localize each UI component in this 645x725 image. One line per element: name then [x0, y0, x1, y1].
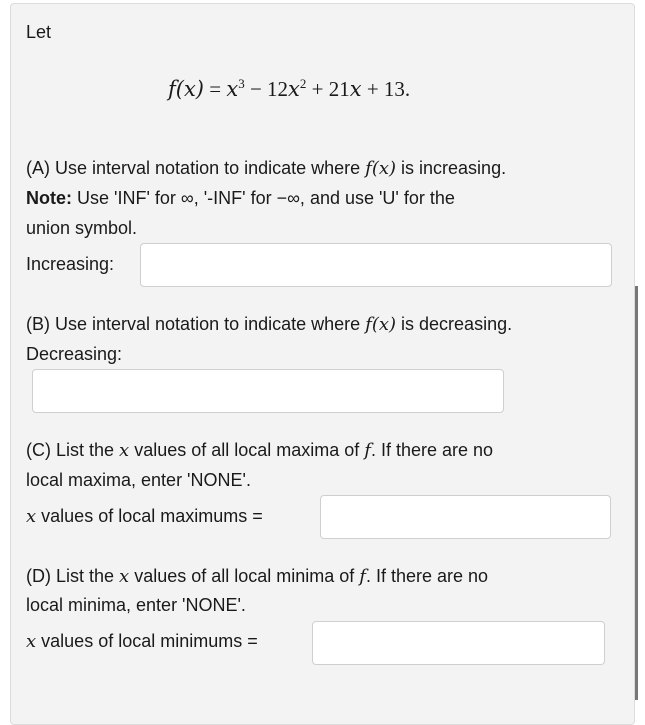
intro-text: Let [26, 22, 52, 42]
local-max-input[interactable] [320, 495, 611, 539]
decreasing-label: Decreasing: [26, 344, 123, 364]
part-c-question: (C) List the x values of all local maxima of f. If there are no [26, 440, 494, 461]
increasing-label: Increasing: [26, 254, 115, 274]
increasing-input[interactable] [140, 243, 612, 287]
part-b-question: (B) Use interval notation to indicate where f(x) is decreasing. [26, 314, 513, 335]
part-a-note: Note: Use 'INF' for ∞, '-INF' for −∞, and use 'U' for the [26, 188, 455, 208]
part-a-question: (A) Use interval notation to indicate where f(x) is increasing. [26, 158, 507, 179]
scrollbar[interactable] [635, 286, 638, 700]
part-d-question-cont: local minima, enter 'NONE'. [26, 595, 246, 615]
local-min-input[interactable] [312, 621, 605, 665]
local-min-label: x values of local minimums = [26, 631, 258, 652]
part-d-question: (D) List the x values of all local minima of f. If there are no [26, 566, 489, 587]
part-a-note-cont: union symbol. [26, 218, 138, 238]
function-formula: $f(x) = x^3 - 12x^2 + 21x + 13$. [168, 76, 411, 101]
decreasing-input[interactable] [32, 369, 504, 413]
part-c-question-cont: local maxima, enter 'NONE'. [26, 470, 251, 490]
local-max-label: x values of local maximums = [26, 506, 263, 527]
